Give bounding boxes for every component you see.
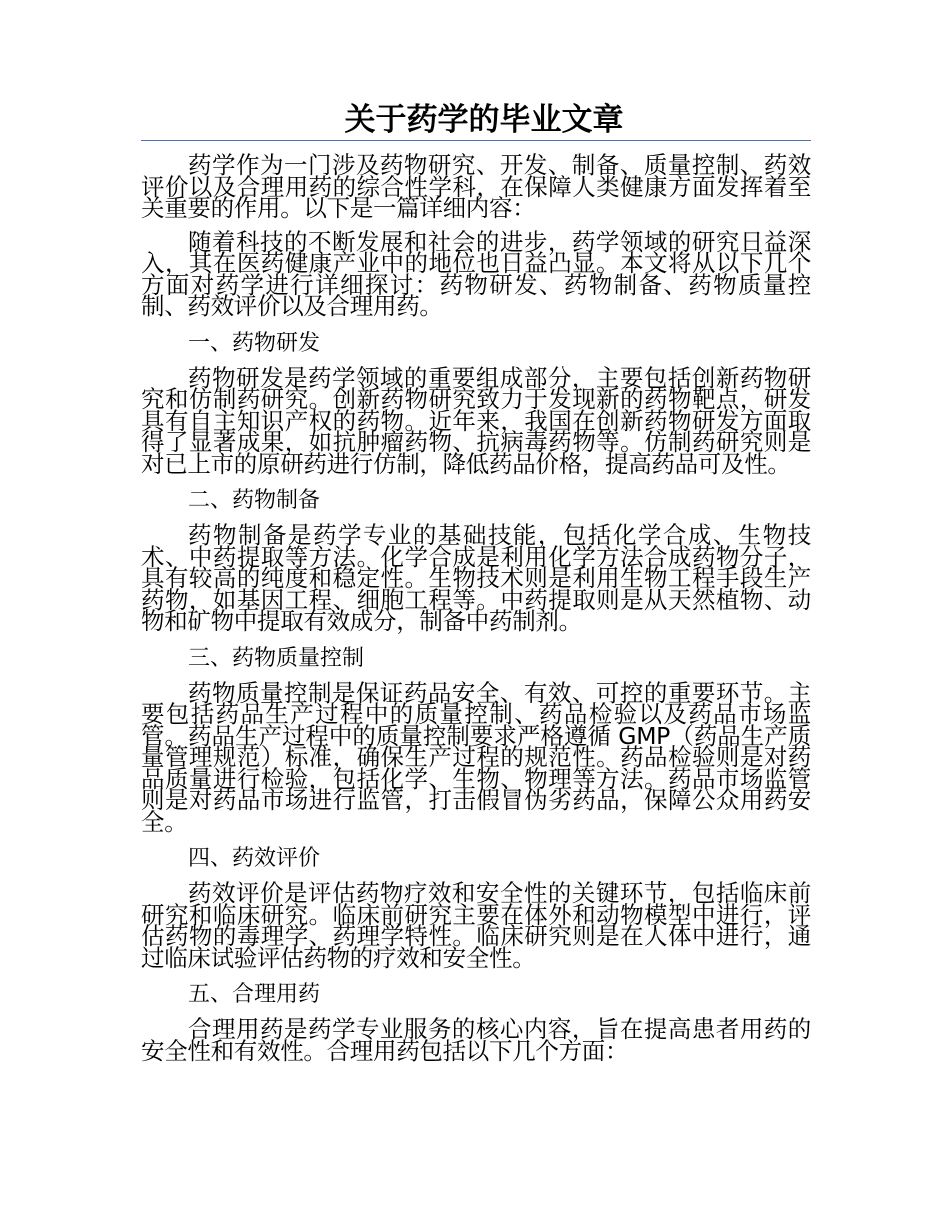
paragraph: 药物质量控制是保证药品安全、有效、可控的重要环节。主要包括药品生产过程中的质量控制、药品检验以及药品市场监管。药品生产过程中的质量控制要求严格遵循 GMP（药品生产质量管理规范）标准，确保生产过程的规范性。药品检验则是对药品质量进行检验，包括化学、生物、物理等方法。药品市场监管则是对药品市场进行监管，打击假冒伪劣药品，保障公众用药安全。: [141, 678, 811, 836]
section-heading: 二、药物制备: [188, 488, 321, 513]
paragraph: 药学作为一门涉及药物研究、开发、制备、质量控制、药效评价以及合理用药的综合性学科，在保障人类健康方面发挥着至关重要的作用。以下是一篇详细内容：: [141, 151, 811, 222]
paragraph: 药物制备是药学专业的基础技能，包括化学合成、生物技术、中药提取等方法。化学合成是利用化学方法合成药物分子，具有较高的纯度和稳定性。生物技术则是利用生物工程手段生产药物，如基因工程、细胞工程等。中药提取则是从天然植物、动物和矿物中提取有效成分，制备中药制剂。: [141, 521, 811, 635]
paragraph: 合理用药是药学专业服务的核心内容，旨在提高患者用药的安全性和有效性。合理用药包括以下几个方面：: [141, 1015, 811, 1065]
section-heading: 一、药物研发: [188, 330, 321, 356]
paragraph: 随着科技的不断发展和社会的进步，药学领域的研究日益深入，其在医药健康产业中的地位也日益凸显。本文将从以下几个方面对药学进行详细探讨：药物研发、药物制备、药物质量控制、药效评价以及合理用药。: [141, 227, 811, 320]
title-underline: [141, 140, 811, 141]
section-heading: 五、合理用药: [188, 982, 321, 1007]
section-heading: 四、药效评价: [188, 846, 321, 871]
document-title: 关于药学的毕业文章: [344, 102, 624, 138]
paragraph: 药物研发是药学领域的重要组成部分，主要包括创新药物研究和仿制药研究。创新药物研究致力于发现新的药物靶点，研发具有自主知识产权的药物。近年来，我国在创新药物研发方面取得了显著成果，如抗肿瘤药物、抗病毒药物等。仿制药研究则是对已上市的原研药进行仿制，降低药品价格，提高药品可及性。: [141, 363, 811, 478]
section-heading: 三、药物质量控制: [188, 645, 365, 671]
paragraph: 药效评价是评估药物疗效和安全性的关键环节，包括临床前研究和临床研究。临床前研究主要在体外和动物模型中进行，评估药物的毒理学、药理学特性。临床研究则是在人体中进行，通过临床试验评估药物的疗效和安全性。: [141, 879, 811, 972]
document-page: [141, 100, 811, 1074]
